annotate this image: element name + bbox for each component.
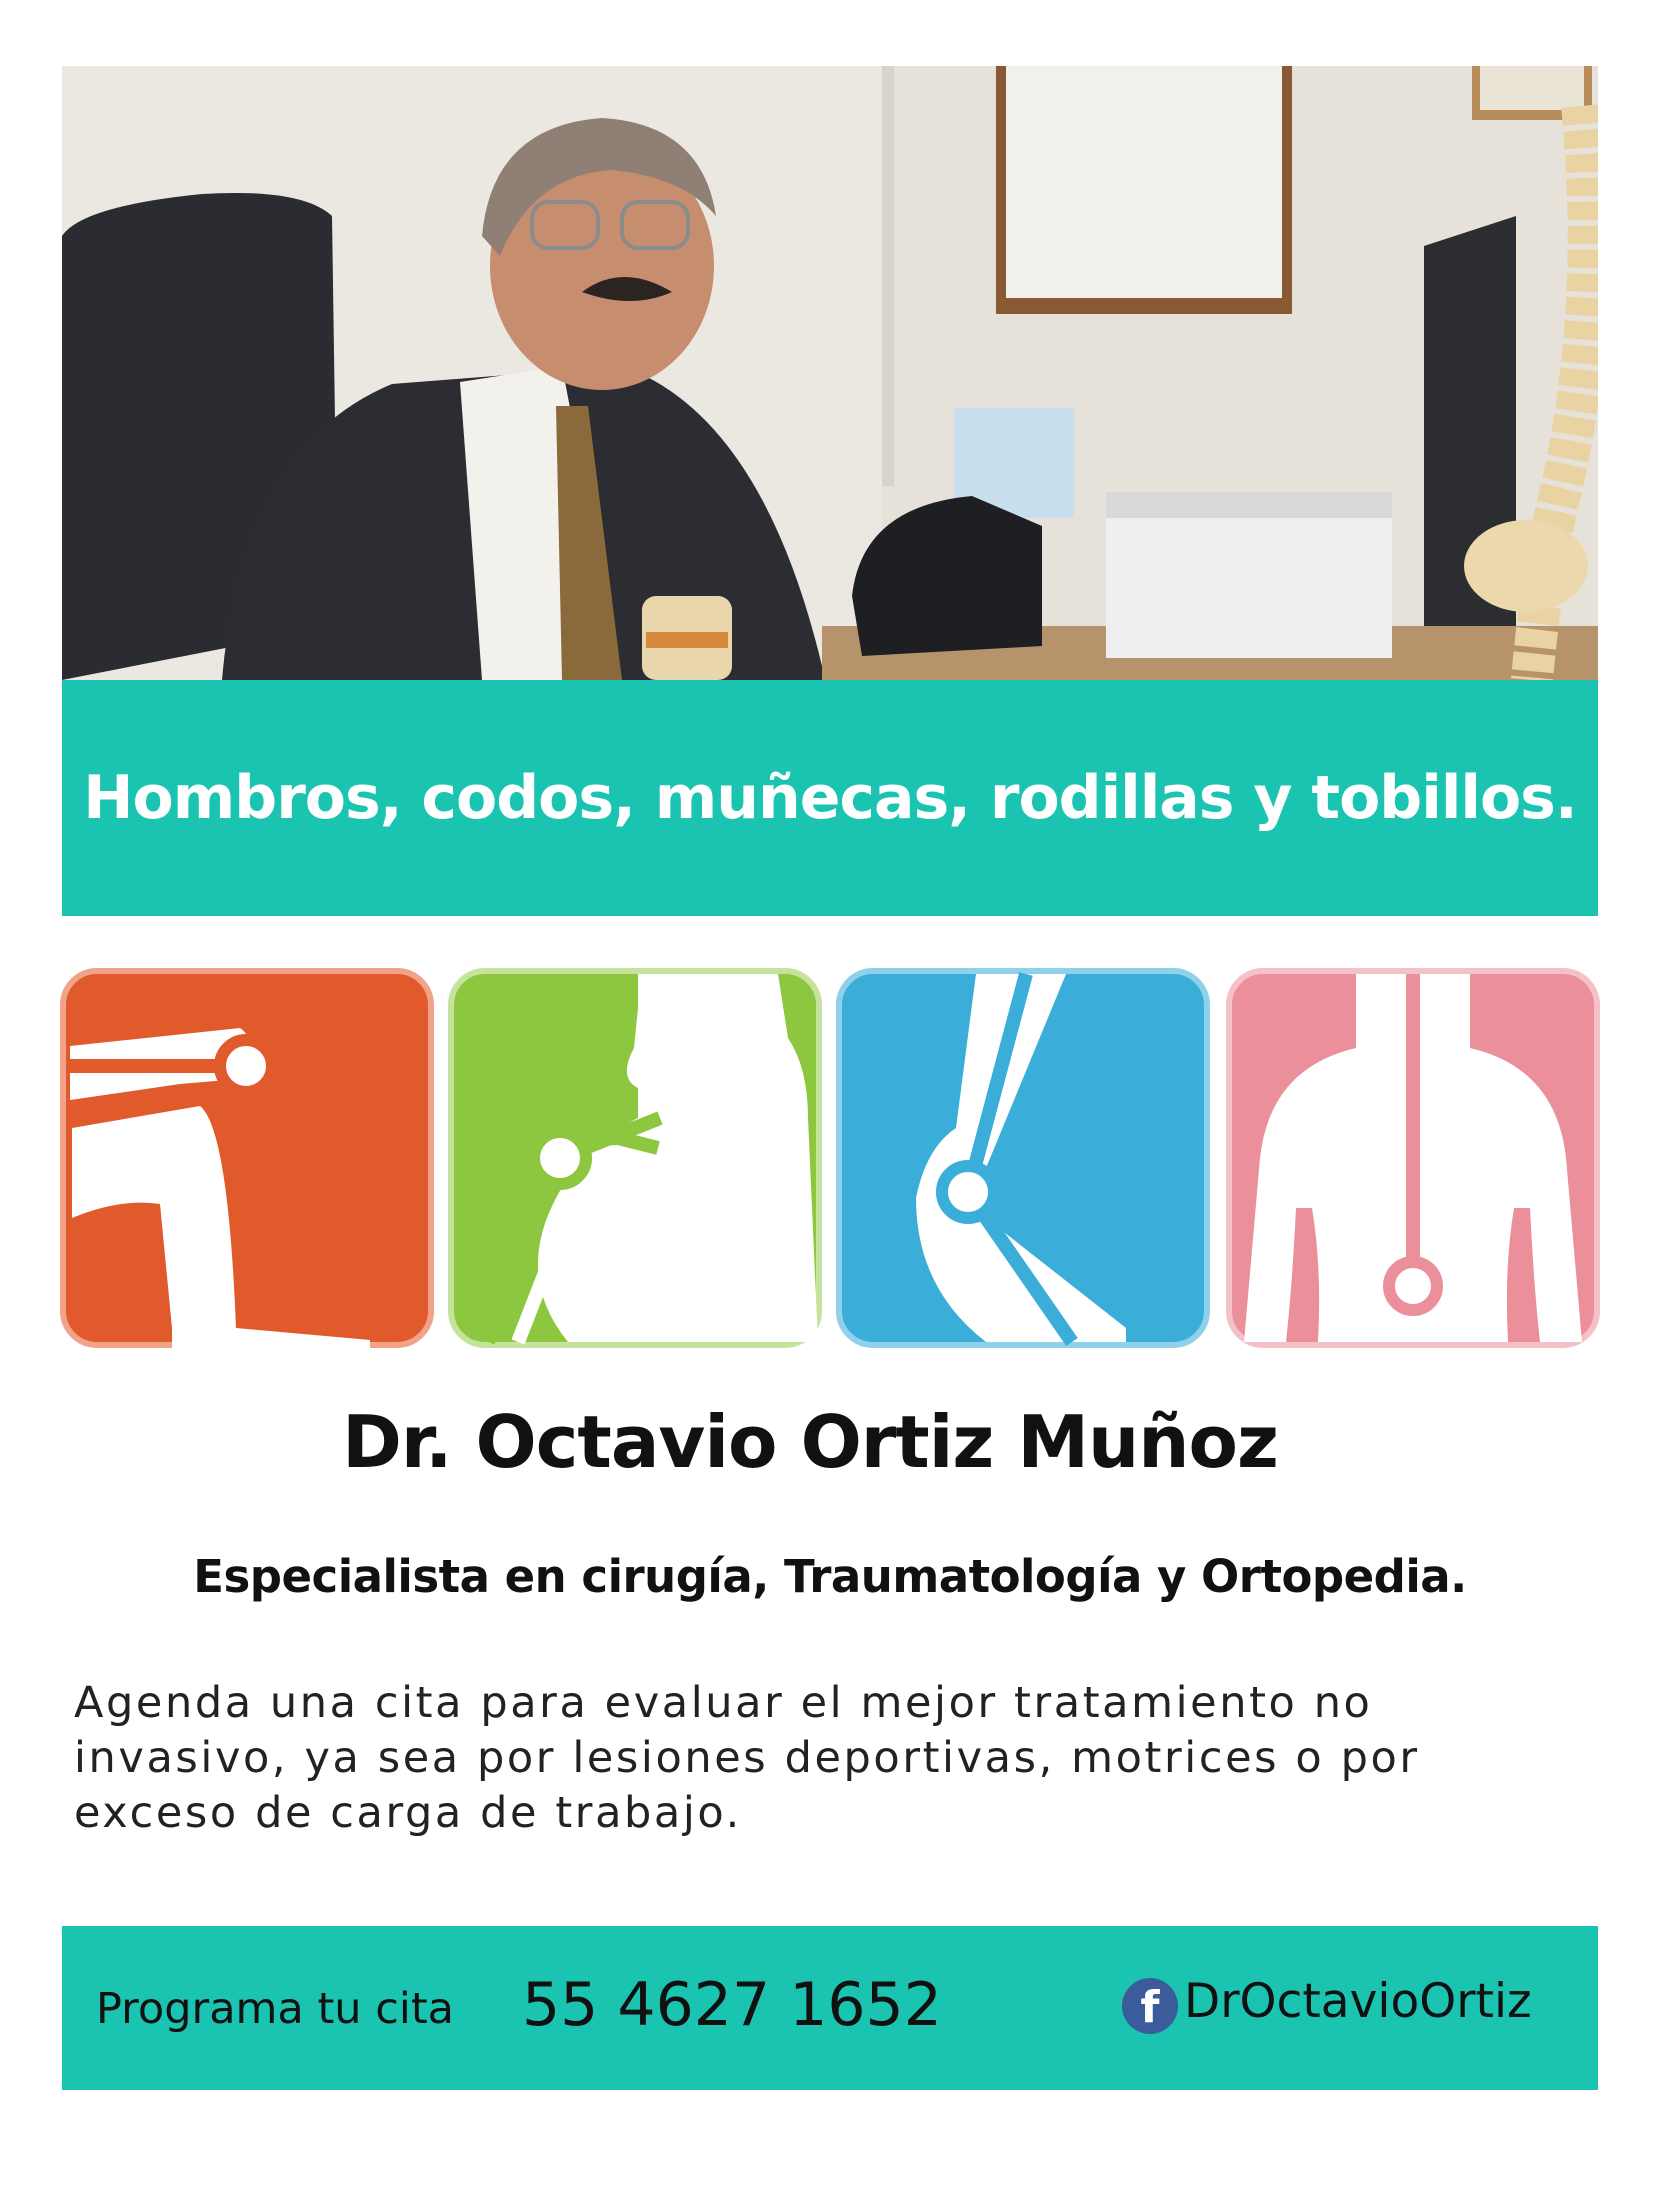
doctor-specialty: Especialista en cirugía, Traumatología y Ortopedia. [193, 1550, 1467, 1603]
banner-title: Hombros, codos, muñecas, rodillas y tobillos. [83, 763, 1577, 833]
doctor-photo [62, 66, 1598, 680]
contact-footer [62, 1926, 1598, 2090]
doctor-office-illustration [62, 66, 1598, 680]
facebook-icon[interactable]: f [1122, 1978, 1178, 2034]
areas-banner [62, 680, 1598, 916]
doctor-name: Dr. Octavio Ortiz Muñoz [342, 1400, 1278, 1484]
knee-icon [60, 968, 434, 1348]
ankle-icon [836, 968, 1210, 1348]
specialty-icons [60, 968, 1600, 1348]
appointment-label: Programa tu cita [96, 1984, 455, 2034]
phone-number[interactable]: 55 4627 1652 [522, 1970, 942, 2040]
shoulder-icon [448, 968, 822, 1348]
facebook-handle[interactable]: DrOctavioOrtiz [1184, 1974, 1532, 2029]
service-description: Agenda una cita para evaluar el mejor tratamiento no invasivo, ya sea por lesiones deportivas, motrices o por exceso de carga de trabajo. [74, 1678, 1420, 1838]
spine-icon [1226, 968, 1600, 1348]
